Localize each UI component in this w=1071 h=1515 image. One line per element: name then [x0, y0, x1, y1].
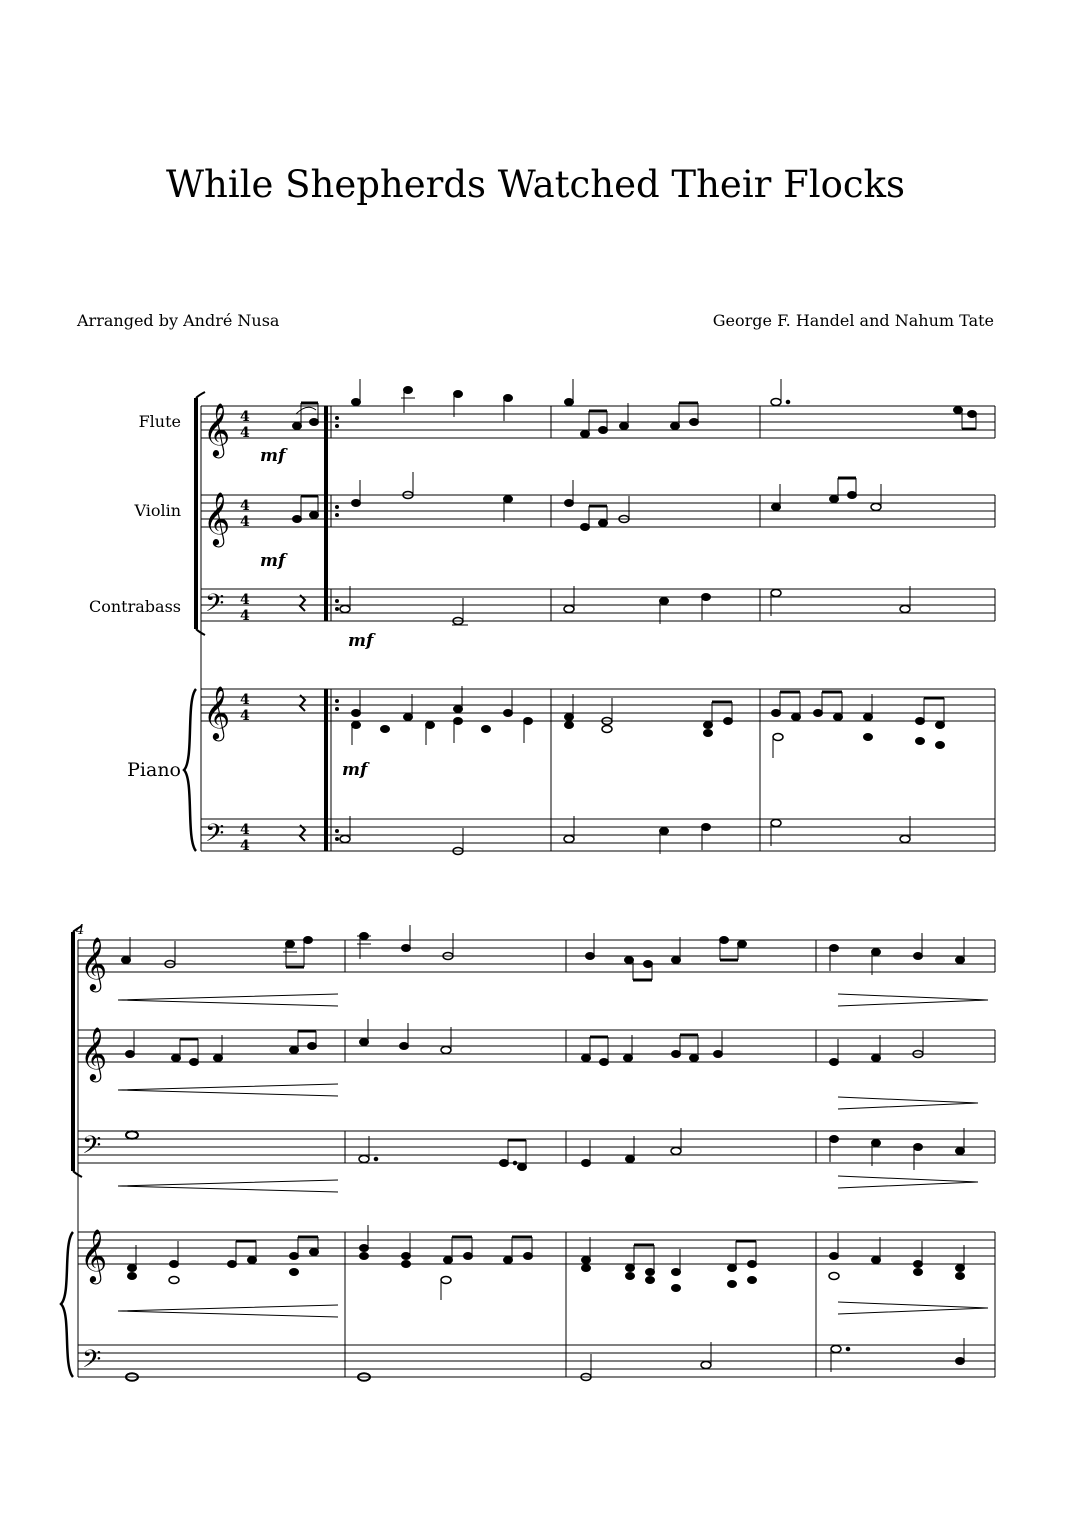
contrabass-staff: [201, 589, 995, 621]
svg-text:4: 4: [240, 409, 250, 425]
svg-text:4: 4: [240, 425, 250, 441]
svg-text:𝄢: 𝄢: [205, 819, 225, 854]
repeat-dots-system-1: [335, 416, 339, 841]
svg-text:mf: mf: [260, 446, 286, 466]
arranger-credit: Arranged by André Nusa: [77, 311, 280, 330]
violin-notes-system-1: [293, 472, 882, 531]
flute-notes-system-1: [293, 379, 977, 438]
svg-text:mf: mf: [348, 631, 374, 651]
system-1: [184, 392, 995, 851]
svg-text:4: 4: [240, 708, 250, 724]
composer-credit: George F. Handel and Nahum Tate: [712, 311, 994, 330]
svg-text:mf: mf: [260, 551, 286, 571]
svg-text:𝄞: 𝄞: [203, 685, 231, 739]
svg-text:4: 4: [240, 692, 250, 708]
svg-text:4: 4: [240, 608, 250, 624]
system-2: [61, 926, 995, 1377]
time-signatures-system-1: [240, 409, 250, 854]
instrument-label-contrabass: Contrabass: [89, 597, 181, 616]
svg-text:𝄞: 𝄞: [203, 491, 231, 545]
svg-text:4: 4: [240, 838, 250, 854]
svg-text:𝄢: 𝄢: [82, 1345, 102, 1380]
piano-treble-staff-2: [78, 1232, 995, 1264]
piano-notes-system-1: [300, 686, 945, 855]
piano-bass-staff-2: [78, 1345, 995, 1377]
svg-text:mf: mf: [342, 760, 368, 780]
svg-text:𝄢: 𝄢: [82, 1131, 102, 1166]
svg-text:𝄢: 𝄢: [205, 589, 225, 624]
instrument-label-violin: Violin: [134, 501, 181, 520]
notes-system-2: [122, 925, 965, 1381]
piano-treble-staff: [201, 689, 995, 721]
measure-number: 4: [76, 923, 85, 938]
svg-text:4: 4: [240, 822, 250, 838]
svg-text:𝄞: 𝄞: [80, 1228, 108, 1282]
svg-text:4: 4: [240, 514, 250, 530]
piano-bass-staff: [201, 819, 995, 851]
page-title: While Shepherds Watched Their Flocks: [165, 163, 906, 206]
contrabass-staff-2: [78, 1131, 995, 1163]
svg-text:4: 4: [240, 592, 250, 608]
svg-text:4: 4: [240, 498, 250, 514]
clefs-system-1: [203, 402, 230, 854]
svg-text:𝄞: 𝄞: [203, 402, 231, 456]
instrument-label-piano: Piano: [127, 759, 181, 781]
flute-staff-2: [78, 940, 995, 972]
svg-text:𝄞: 𝄞: [80, 1026, 108, 1080]
svg-text:𝄞: 𝄞: [80, 936, 108, 990]
instrument-label-flute: Flute: [138, 412, 181, 431]
clefs-system-2: [80, 936, 107, 1380]
